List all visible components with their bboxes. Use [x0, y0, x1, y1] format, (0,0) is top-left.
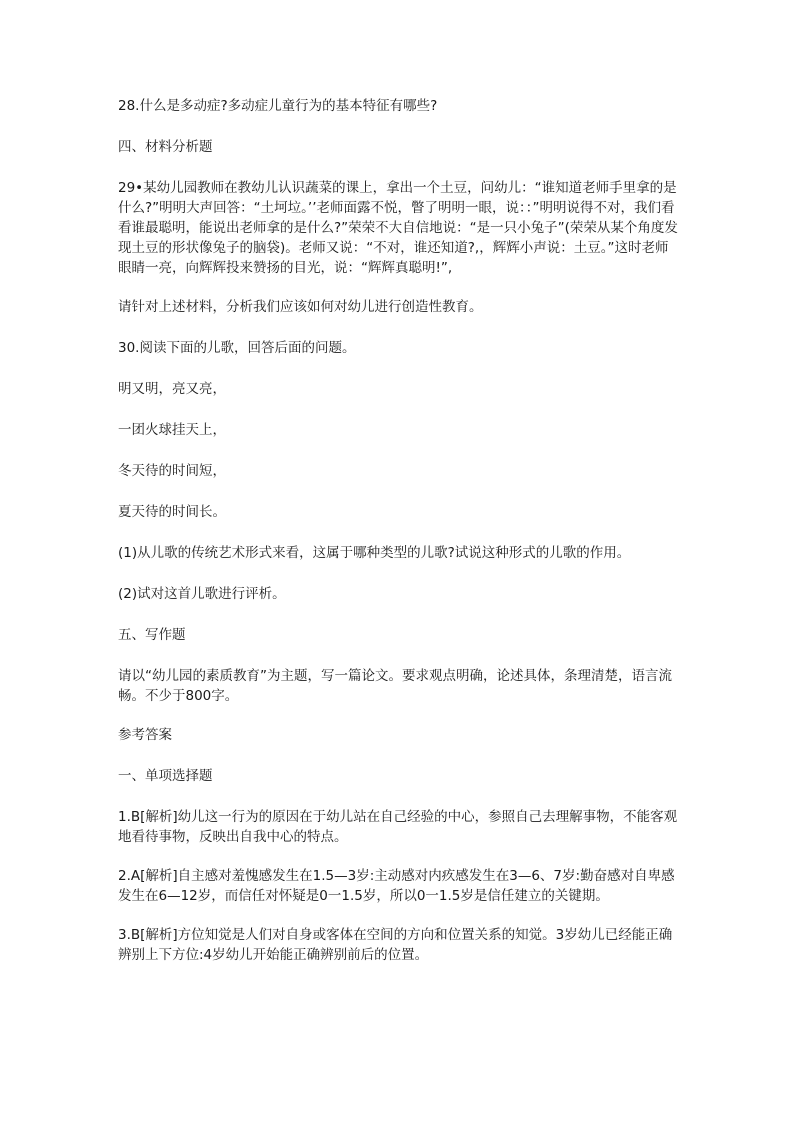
answer-1: 1.B[解析]幼儿这一行为的原因在于幼儿站在自己经验的中心，参照自己去理解事物，不能客观地看待事物，反映出自我中心的特点。 [118, 809, 678, 845]
question-29-material: 29•某幼儿园教师在教幼儿认识蔬菜的课上，拿出一个土豆，问幼儿：“谁知道老师手里拿的是什么?”明明大声回答：“土坷垃。’’老师面露不悦，瞥了明明一眼，说：：”明明说得不对，我们看看谁最聪明，能说出老师拿的是什么?”荣荣不大自信地说：“是一只小兔子”(荣荣从某个角度发现土豆的形状像兔子的脑袋)。老师又说：“不对，谁还知道?,，辉辉小声说：土豆。”这时老师眼睛一亮，向辉辉投来赞扬的目光，说：“辉辉真聪明!”, [118, 180, 678, 276]
section-heading-writing: 五、写作题 [118, 627, 186, 643]
rhyme-line-4: 夏天待的时间长。 [118, 504, 226, 520]
question-30-part-1: (1)从儿歌的传统艺术形式来看，这属于哪种类型的儿歌?试说这种形式的儿歌的作用。 [118, 545, 631, 561]
question-28: 28.什么是多动症?多动症儿童行为的基本特征有哪些? [118, 98, 438, 114]
document-page [118, 96, 678, 984]
answer-3: 3.B[解析]方位知觉是人们对自身或客体在空间的方向和位置关系的知觉。3岁幼儿已经能正确辨别上下方位:4岁幼儿开始能正确辨别前后的位置。 [118, 927, 673, 963]
section-heading-single-choice: 一、单项选择题 [118, 768, 213, 784]
question-30: 30.阅读下面的儿歌，回答后面的问题。 [118, 340, 356, 356]
question-29-prompt: 请针对上述材料，分析我们应该如何对幼儿进行创造性教育。 [118, 299, 483, 315]
rhyme-line-2: 一团火球挂天上， [118, 422, 226, 438]
rhyme-line-1: 明又明，亮又亮， [118, 381, 226, 397]
rhyme-line-3: 冬天待的时间短， [118, 463, 226, 479]
writing-prompt: 请以“幼儿园的素质教育”为主题，写一篇论文。要求观点明确，论述具体，条理清楚，语言流畅。不少于800字。 [118, 668, 672, 704]
question-30-part-2: (2)试对这首儿歌进行评析。 [118, 586, 286, 602]
section-heading-material-analysis: 四、材料分析题 [118, 139, 213, 155]
answer-2: 2.A[解析]自主感对羞愧感发生在1.5—3岁:主动感对内疚感发生在3—6、7岁:勤奋感对自卑感发生在6—12岁，而信任对怀疑是0一1.5岁，所以0一1.5岁是信任建立的关键期。 [118, 868, 675, 904]
answers-heading: 参考答案 [118, 727, 172, 743]
